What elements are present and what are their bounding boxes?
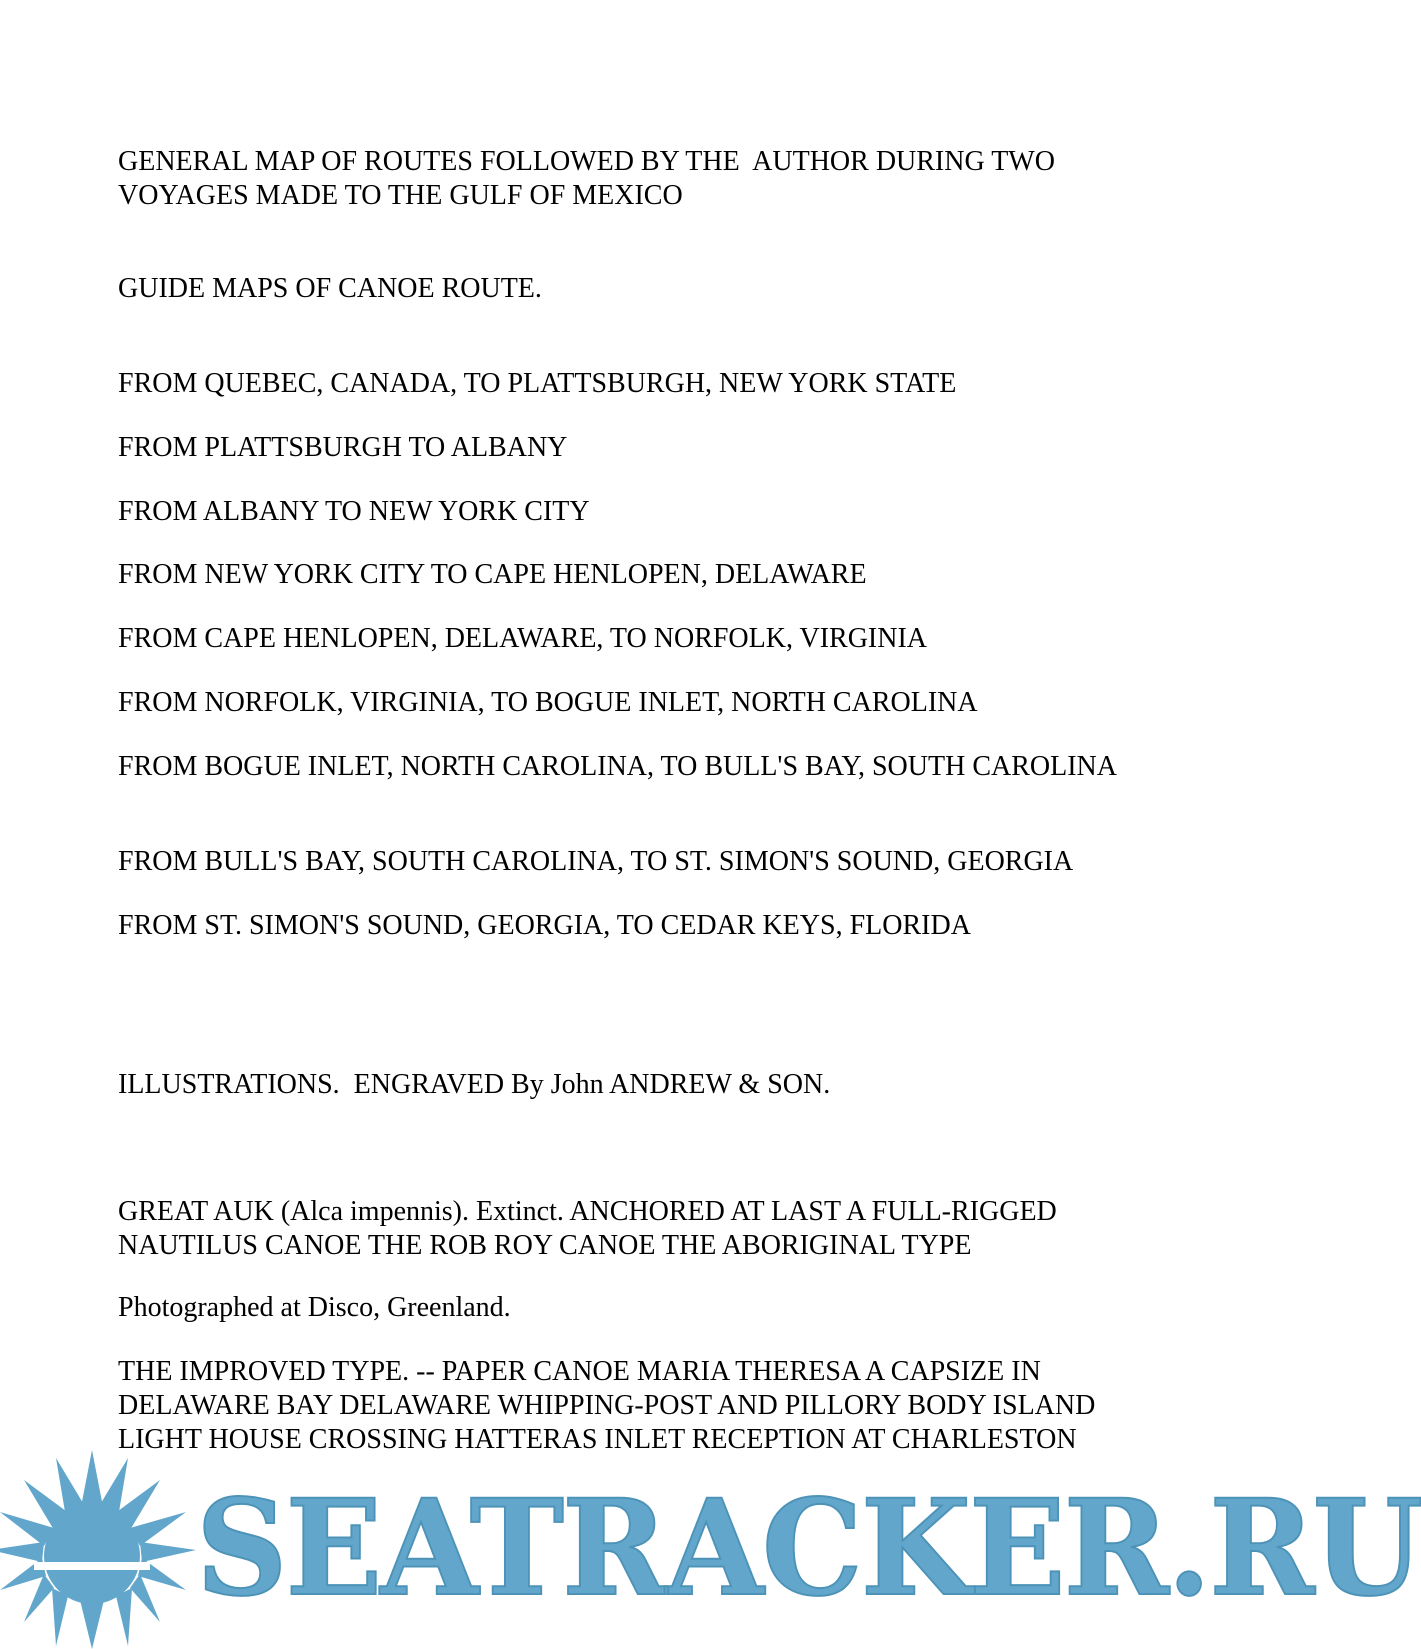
illustrations-list: GREAT AUK (Alca impennis). Extinct. ANCHORED AT LAST A FULL-RIGGED NAUTILUS CANOE THE ROB ROY CANOE THE ABORIGINAL TYPE <box>118 1196 1064 1261</box>
route-item: FROM ALBANY TO NEW YORK CITY <box>118 496 590 527</box>
watermark-text: SEATRACKER.RU <box>196 1471 1421 1626</box>
general-map-title: GENERAL MAP OF ROUTES FOLLOWED BY THE AUTHOR DURING TWO VOYAGES MADE TO THE GULF OF MEXICO <box>118 146 1062 211</box>
route-item: FROM NORFOLK, VIRGINIA, TO BOGUE INLET, NORTH CAROLINA <box>118 687 978 718</box>
route-item: FROM QUEBEC, CANADA, TO PLATTSBURGH, NEW YORK STATE <box>118 368 957 399</box>
photo-credit: Photographed at Disco, Greenland. <box>118 1292 511 1323</box>
route-item: FROM PLATTSBURGH TO ALBANY <box>118 432 568 463</box>
route-item: FROM ST. SIMON'S SOUND, GEORGIA, TO CEDAR KEYS, FLORIDA <box>118 910 971 941</box>
sun-icon <box>0 1450 200 1649</box>
guide-maps-heading: GUIDE MAPS OF CANOE ROUTE. <box>118 273 542 304</box>
route-item: FROM CAPE HENLOPEN, DELAWARE, TO NORFOLK, VIRGINIA <box>118 623 928 654</box>
illustrations-heading: ILLUSTRATIONS. ENGRAVED By John ANDREW & SON. <box>118 1069 831 1100</box>
route-item: FROM BOGUE INLET, NORTH CAROLINA, TO BULL'S BAY, SOUTH CAROLINA <box>118 751 1117 782</box>
illustrations-list: THE IMPROVED TYPE. -- PAPER CANOE MARIA THERESA A CAPSIZE IN DELAWARE BAY DELAWARE WHIPPING-POST AND PILLORY BODY ISLAND LIGHT HOUSE CROSSING HATTERAS INLET RECEPTION AT CHARLESTON <box>118 1356 1103 1455</box>
route-item: FROM NEW YORK CITY TO CAPE HENLOPEN, DELAWARE <box>118 559 867 590</box>
route-item: FROM BULL'S BAY, SOUTH CAROLINA, TO ST. SIMON'S SOUND, GEORGIA <box>118 846 1074 877</box>
